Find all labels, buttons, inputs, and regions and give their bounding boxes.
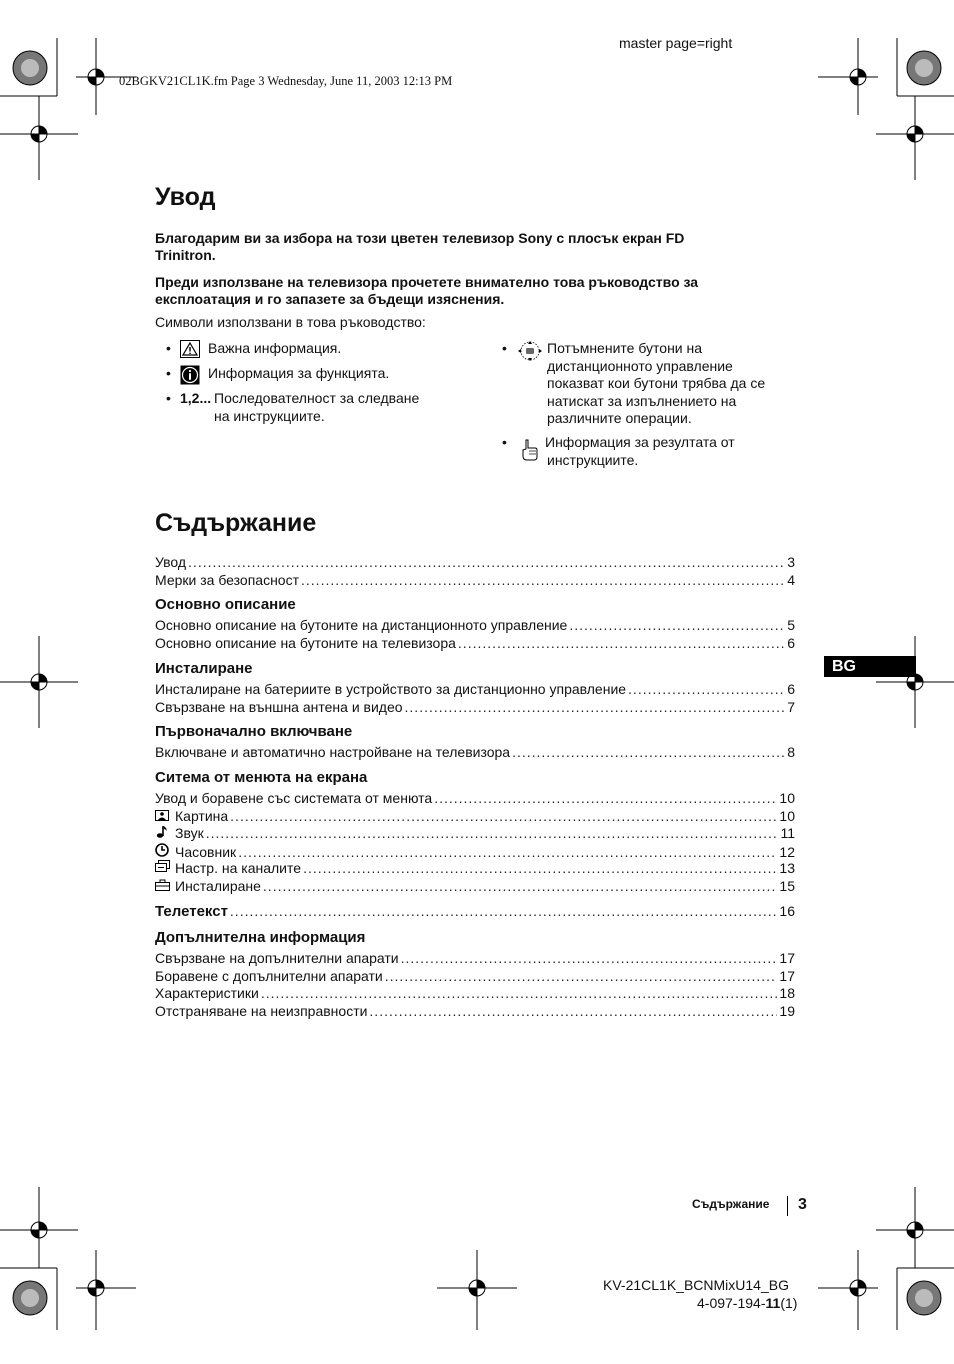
footer-divider: [787, 1196, 788, 1216]
toc-entry-page: 12: [779, 843, 795, 860]
toc-entry[interactable]: [155, 968, 795, 986]
toc-entry-page: 4: [787, 571, 795, 588]
sequence-prefix: 1,2...: [180, 390, 212, 406]
toc-entry[interactable]: [155, 860, 795, 878]
toc-entry-label: Увод: [155, 554, 187, 570]
toc-section-heading: Допълнителна информация: [155, 929, 366, 946]
toc-entry-page: 17: [779, 967, 795, 984]
toc-entry-page: 6: [787, 634, 795, 651]
toc-entry-page: 13: [779, 860, 795, 876]
toc-entry-label: Мерки за безопасност: [155, 571, 300, 588]
pointing-hand-icon: [520, 439, 540, 466]
footer-code-suffix: (1): [780, 1295, 798, 1311]
toc-entry-label: Основно описание на бутоните на дистанционното управление: [155, 617, 568, 633]
toc-entry-page: 15: [779, 877, 795, 894]
toc-entry-label: Включване и автоматично настройване на телевизора: [155, 744, 511, 760]
toc-entry[interactable]: [155, 554, 795, 572]
info-icon: [180, 365, 200, 390]
dimmed-line3: показват кои бутони трябва да се: [547, 375, 766, 391]
toc-entry[interactable]: [155, 808, 795, 826]
toc-entry-page: 10: [779, 807, 795, 824]
toc-entry[interactable]: [155, 825, 795, 843]
toc-section-heading: Инсталиране: [155, 660, 253, 677]
toc-entry[interactable]: [155, 790, 795, 808]
toc-entry[interactable]: [155, 699, 795, 717]
toc-entry[interactable]: [155, 878, 795, 896]
toc-entry-label: Характеристики: [155, 985, 259, 1001]
toc-entry-page: 6: [787, 681, 795, 697]
toc-entry[interactable]: [155, 950, 795, 968]
toc-section-heading: Основно описание: [155, 596, 296, 613]
toc-entry[interactable]: [155, 635, 795, 653]
toc-entry-page: 19: [779, 1002, 795, 1019]
toc-entry-label: Основно описание на бутоните на телевизора: [155, 634, 456, 651]
toc-entry-label: Звук: [175, 825, 204, 841]
toc-entry-label: Часовник: [175, 843, 237, 860]
toc-section-heading: Ситема от менюта на екрана: [155, 769, 368, 786]
toc-entry-label: Свързване на допълнителни апарати: [155, 950, 399, 966]
toc-teletext: [155, 903, 795, 921]
warning-icon: [180, 340, 200, 363]
toc-entry-label: Инсталиране: [175, 877, 261, 894]
toc-entry-page: 3: [787, 554, 795, 570]
footer-code-prefix: 4-097-194-: [697, 1295, 766, 1311]
symbols-intro: Символи използвани в това ръководство:: [155, 314, 426, 330]
dimmed-line1: Потъмнените бутони на: [547, 340, 703, 356]
toc-entry-page: 16: [779, 903, 795, 919]
toc-entry[interactable]: [155, 903, 795, 921]
sound-icon: [155, 825, 169, 843]
channel-setup-icon: [155, 860, 169, 878]
toc-entry-label: Боравене с допълнителни апарати: [155, 967, 383, 984]
file-info: 02BGKV21CL1K.fm Page 3 Wednesday, June 11, 2003 12:13 PM: [119, 74, 453, 88]
toc-title: Съдържание: [155, 509, 317, 537]
footer-section-name: Съдържание: [692, 1197, 770, 1211]
bullet-important-text: Важна информация.: [208, 340, 342, 356]
toc-entry-label: Отстраняване на неизправности: [155, 1002, 368, 1019]
intro-before-use-line1: Преди използване на телевизора прочетете внимателно това ръководство за: [155, 274, 699, 290]
footer-code: [697, 1295, 797, 1311]
dimmed-line2: дистанционното управление: [547, 357, 733, 374]
toc-entry-label: Телетекст: [155, 903, 228, 920]
language-tab: BG: [824, 656, 916, 677]
clock-icon: [155, 843, 169, 862]
toc-entry-page: 11: [780, 825, 795, 841]
toc-entry[interactable]: [155, 681, 795, 699]
toc-section-heading: Първоначално включване: [155, 723, 353, 740]
toc-entry[interactable]: [155, 1003, 795, 1021]
toc-entry-label: Настр. на каналите: [175, 860, 302, 876]
intro-before-use-line2: експлоатация и го запазете за бъдещи изяснения.: [155, 291, 505, 307]
toc-section-first-power-on: [155, 722, 795, 762]
toc-top-entries: [155, 554, 795, 589]
toc-entry[interactable]: [155, 572, 795, 590]
intro-thanks-line2: Trinitron.: [155, 247, 216, 263]
bullet-function-info-text: Информация за функцията.: [208, 365, 390, 381]
toc-entry[interactable]: [155, 985, 795, 1003]
toc-entry[interactable]: [155, 617, 795, 635]
footer-model: KV-21CL1K_BCNMixU14_BG: [603, 1277, 789, 1293]
intro-title: Увод: [155, 183, 216, 211]
intro-thanks-line1: Благодарим ви за избора на този цветен телевизор Sony с плосък екран FD: [155, 230, 685, 246]
dimmed-line5: различните операции.: [547, 410, 692, 426]
sequence-line1: Последователност за следване: [214, 390, 420, 406]
toc-section-additional: [155, 928, 795, 1020]
result-line1: Информация за резултата от: [545, 434, 735, 450]
page-number: 3: [798, 1196, 807, 1213]
toc-entry-label: Инсталиране на батериите в устройството за дистанционно управление: [155, 681, 627, 697]
toc-entry-page: 5: [787, 617, 795, 633]
intro-thanks: [155, 230, 795, 264]
toc-entry[interactable]: [155, 843, 795, 861]
toc-section-basic: [155, 595, 795, 652]
toc-entry-page: 10: [779, 790, 795, 806]
remote-control-icon: [515, 340, 545, 367]
master-page-note: master page=right: [619, 35, 733, 51]
toc-entry-page: 17: [779, 950, 795, 966]
installation-icon: [155, 878, 169, 896]
intro-before-use: [155, 274, 795, 308]
toc-entry-page: 18: [779, 985, 795, 1001]
toc-entry-page: 8: [787, 744, 795, 760]
toc-entry-label: Свързване на външна антена и видео: [155, 698, 403, 715]
footer-code-bold: 11: [765, 1295, 781, 1311]
dimmed-line4: натискат за изпълнението на: [547, 392, 737, 409]
toc-entry-label: Увод и боравене със системата от менюта: [155, 790, 433, 806]
toc-section-menu-system: [155, 768, 795, 895]
result-line2: инструкциите.: [547, 451, 639, 468]
toc-entry[interactable]: [155, 744, 795, 762]
toc-entry-label: Картина: [175, 807, 229, 824]
sequence-line2: на инструкциите.: [214, 407, 325, 424]
toc-entry-page: 7: [787, 698, 795, 715]
toc-section-installation: [155, 659, 795, 716]
picture-icon: [155, 808, 169, 826]
